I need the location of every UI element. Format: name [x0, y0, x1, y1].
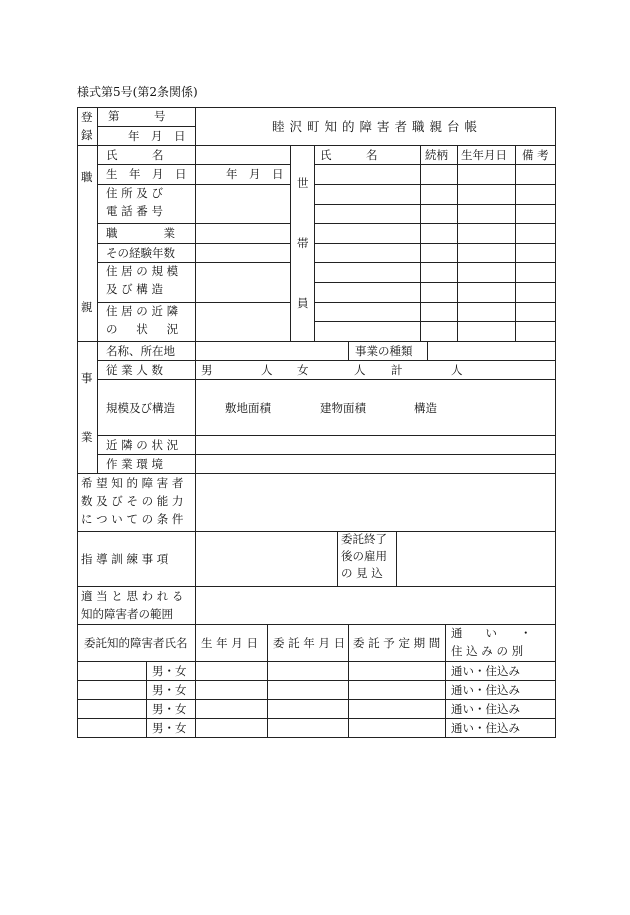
- site-area-label: 敷地面積: [225, 401, 271, 415]
- registration-label-2: 録: [81, 128, 93, 142]
- form-title: 睦沢町知的障害者職親台帳: [272, 119, 483, 134]
- form-number-label: 様式第5号(第2条関係): [77, 85, 198, 99]
- shokushin-side-label-1: 職: [81, 170, 93, 184]
- shokushin-birthdate-value: 年 月 日: [226, 167, 284, 181]
- household-col-relation: 続柄: [425, 148, 448, 162]
- commission-col-birthdate: 生 年 月 日: [201, 636, 258, 650]
- employees-female: 女: [297, 363, 309, 377]
- registration-date-label: 年 月 日: [128, 129, 186, 143]
- household-side-label-3: 員: [297, 296, 309, 310]
- shokushin-birthdate-label: 生 年 月 日: [106, 167, 187, 181]
- conditions-label: 希 望 知 的 障 害 者 数 及 び そ の 能 力 に つ い て の 条 件: [81, 476, 184, 526]
- commission-col-date: 委 託 年 月 日: [273, 636, 346, 650]
- business-type-label: 事業の種類: [355, 344, 413, 358]
- shokushin-side-label-2: 親: [81, 300, 93, 314]
- commission-col-period: 委 託 予 定 期 間: [353, 636, 441, 650]
- commission-col-name: 委託知的障害者氏名: [84, 636, 188, 650]
- commission-row-type: 通い・住込み: [451, 664, 520, 678]
- business-name-location-label: 名称、所在地: [106, 344, 175, 358]
- business-neighbors-label: 近 隣 の 状 況: [106, 438, 179, 452]
- household-col-name: 氏 名: [320, 148, 378, 162]
- employment-prospect-label: 委託終了 後の雇用 の 見 込: [341, 532, 387, 580]
- employees-person-2: 人: [354, 363, 366, 377]
- shokushin-name-label: 氏 名: [106, 148, 164, 162]
- household-col-notes: 備 考: [522, 148, 549, 162]
- household-side-label-1: 世: [297, 176, 309, 190]
- commission-row-sex: 男・女: [152, 664, 187, 678]
- commission-col-type: 通 い ・ 住 込 み の 別: [451, 626, 532, 658]
- training-label: 指 導 訓 練 事 項: [81, 552, 169, 566]
- household-side-label-2: 帯: [297, 236, 309, 250]
- scale-structure-label: 規模及び構造: [106, 401, 175, 415]
- housing-neighbors-label: 住 居 の 近 隣 の 状 況: [106, 304, 179, 336]
- work-environment-label: 作 業 環 境: [106, 457, 163, 471]
- household-col-birthdate: 生年月日: [461, 148, 507, 162]
- registration-number-label: 第 号: [108, 109, 166, 123]
- registration-label-1: 登: [81, 110, 93, 124]
- commission-row-type: 通い・住込み: [451, 721, 520, 735]
- employees-person-1: 人: [261, 363, 273, 377]
- employees-male: 男: [201, 363, 213, 377]
- suitable-range-label: 適 当 と 思 わ れ る 知的障害者の範囲: [81, 589, 184, 621]
- commission-row-type: 通い・住込み: [451, 702, 520, 716]
- commission-row-type: 通い・住込み: [451, 683, 520, 697]
- commission-row-sex: 男・女: [152, 702, 187, 716]
- employees-label: 従 業 人 数: [106, 363, 163, 377]
- building-area-label: 建物面積: [320, 401, 366, 415]
- shokushin-address-label: 住 所 及 び 電 話 番 号: [106, 186, 163, 218]
- business-side-label-1: 事: [81, 371, 93, 385]
- structure-label: 構造: [414, 401, 437, 415]
- shokushin-experience-label: その経験年数: [106, 246, 175, 260]
- business-side-label-2: 業: [81, 430, 93, 444]
- employees-person-3: 人: [451, 363, 463, 377]
- commission-row-sex: 男・女: [152, 683, 187, 697]
- employees-total: 計: [391, 363, 403, 377]
- commission-row-sex: 男・女: [152, 721, 187, 735]
- housing-scale-label: 住 居 の 規 模 及 び 構 造: [106, 264, 179, 296]
- shokushin-occupation-label: 職 業: [106, 226, 175, 240]
